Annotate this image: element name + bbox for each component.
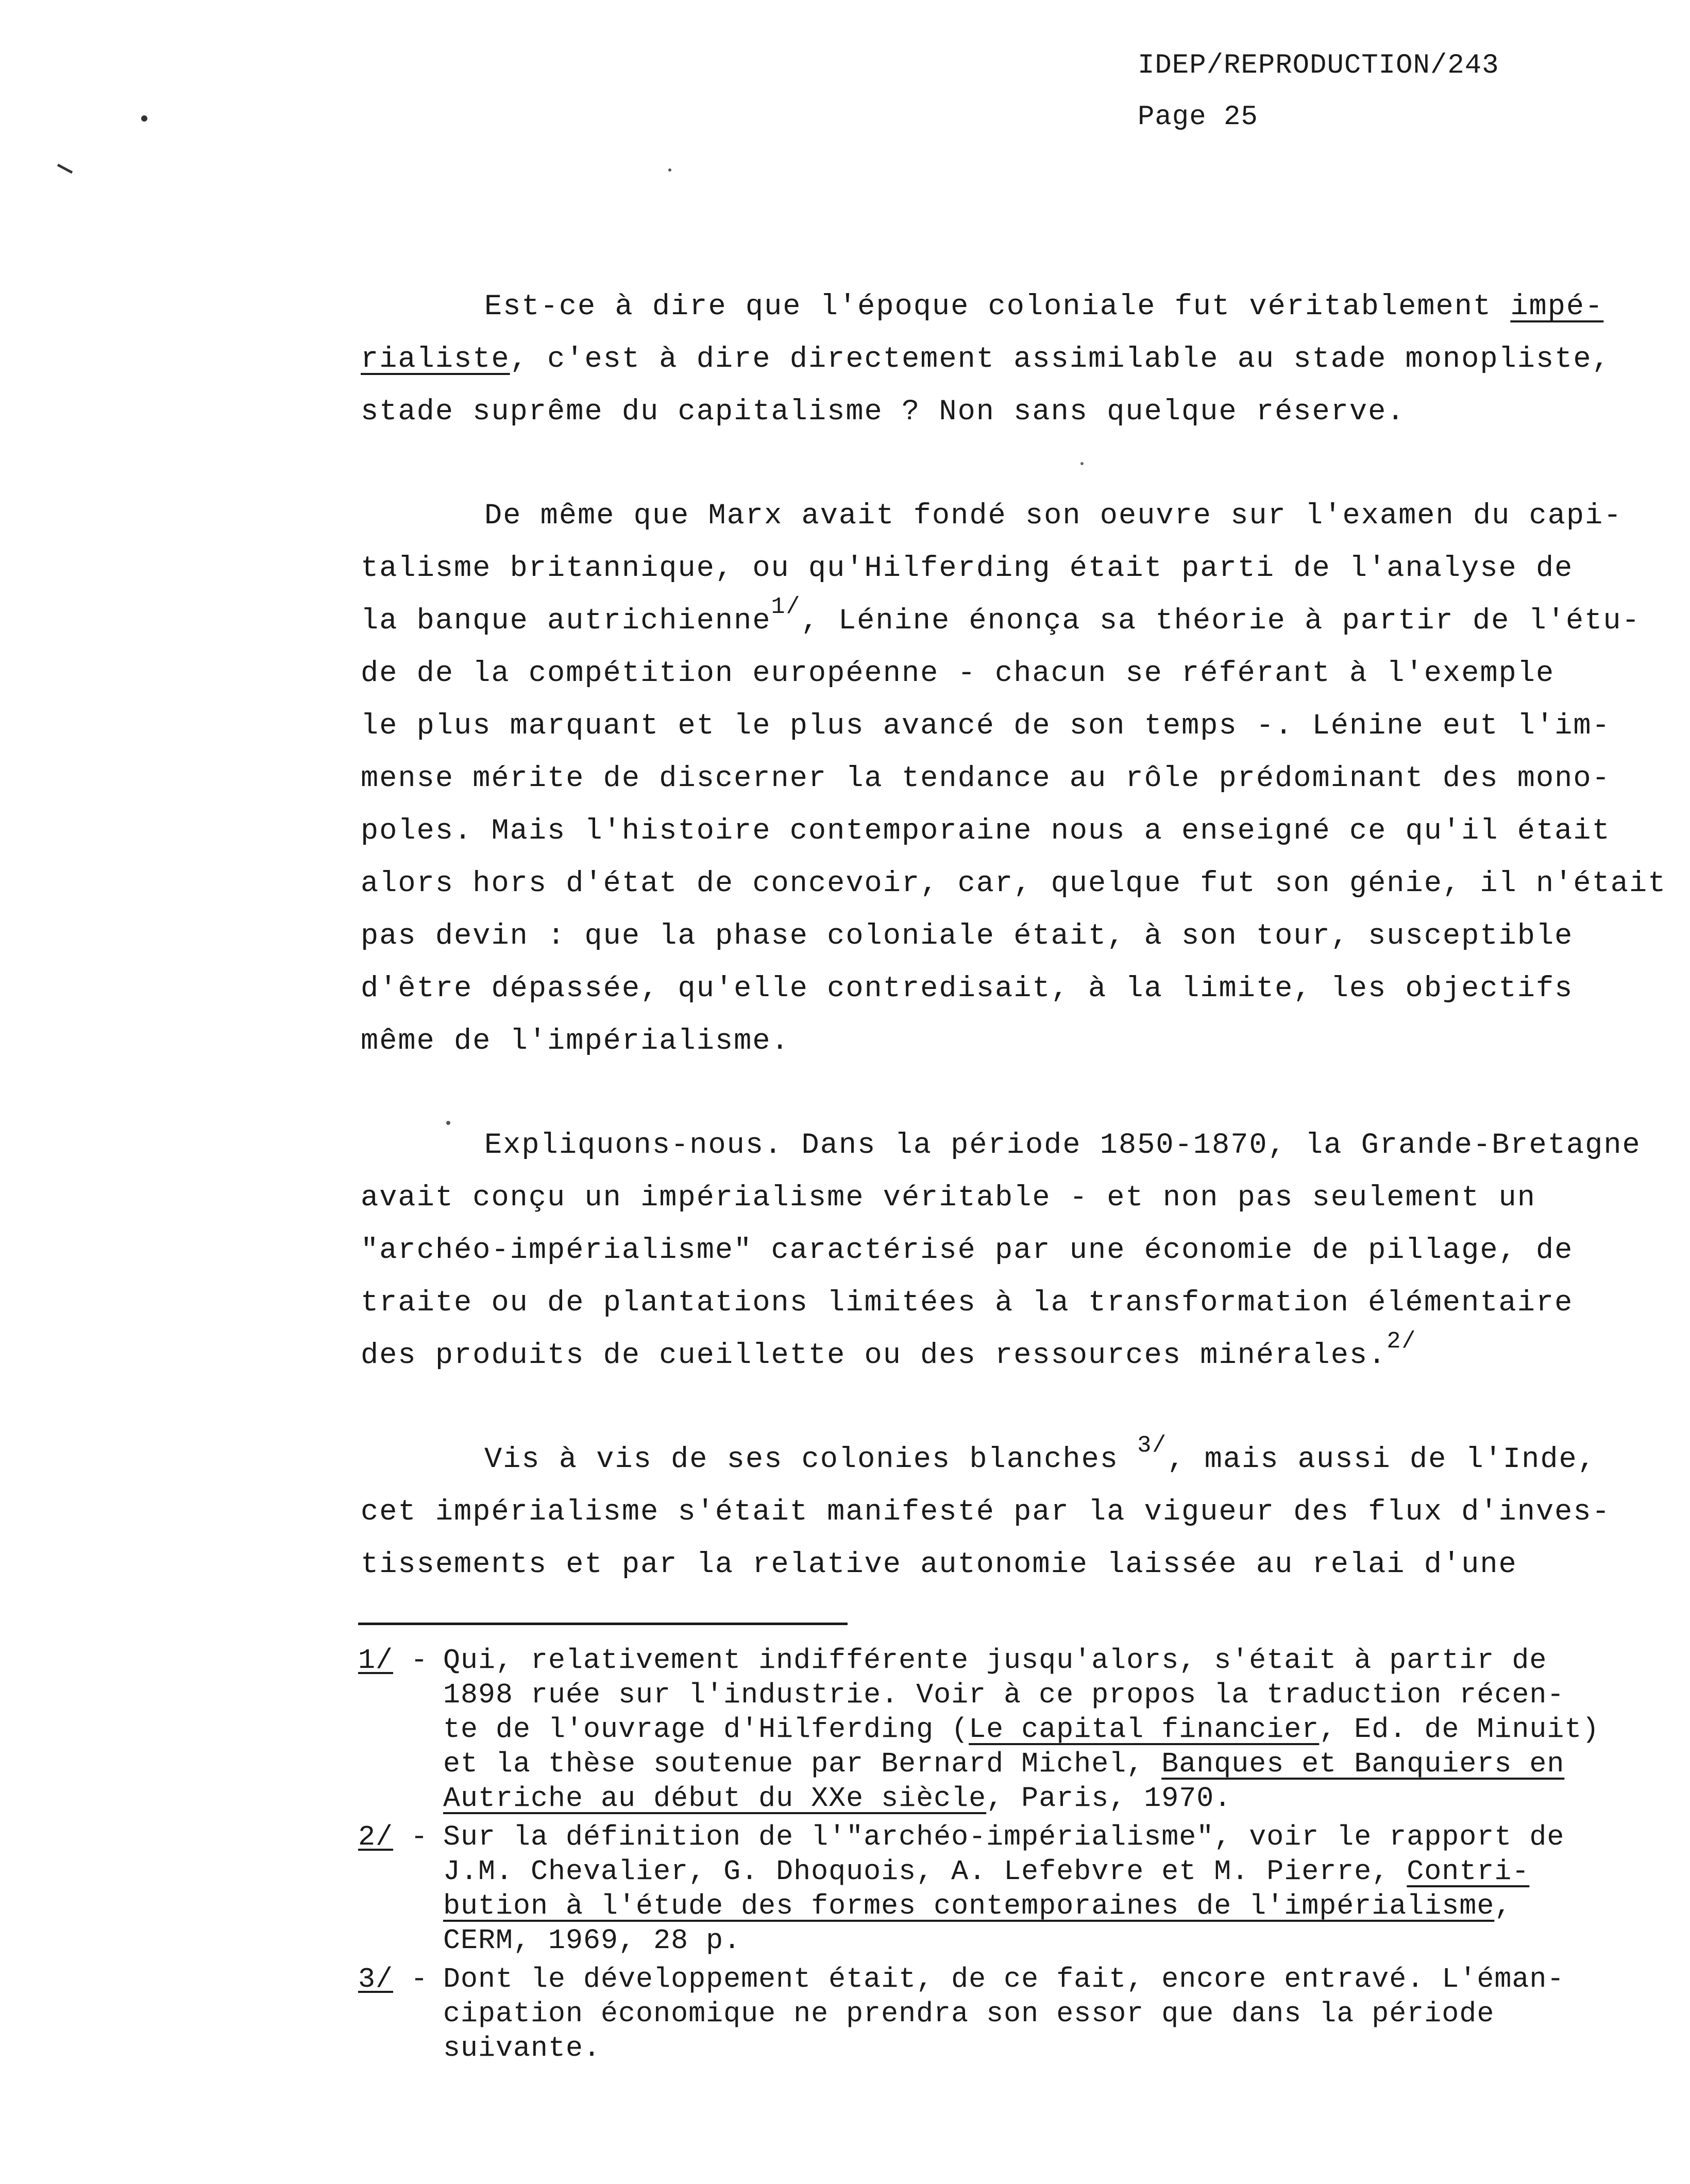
scan-speck bbox=[141, 115, 147, 122]
report-title: bution à l'étude des formes contemporaines de l'impérialisme bbox=[443, 1890, 1495, 1922]
report-title: Contri- bbox=[1407, 1855, 1530, 1888]
footnote-number: 3/ - bbox=[358, 1963, 429, 1995]
text-run: Vis à vis de ses colonies blanches bbox=[484, 1443, 1138, 1476]
text-run: , c'est à dire directement assimilable au stade monopliste, bbox=[510, 343, 1611, 376]
text-line: mense mérite de discerner la tendance au rôle prédominant des mono- bbox=[361, 762, 1611, 795]
text-line: te de l'ouvrage d'Hilferding (Le capital financier, Ed. de Minuit) bbox=[443, 1713, 1600, 1746]
text-line: pas devin : que la phase coloniale était, à son tour, susceptible bbox=[361, 920, 1574, 953]
text-line: et la thèse soutenue par Bernard Michel, Banques et Banquiers en bbox=[443, 1748, 1565, 1780]
text-run: des produits de cueillette ou des ressources minérales. bbox=[361, 1339, 1387, 1372]
text-line: talisme britannique, ou qu'Hilferding était parti de l'analyse de bbox=[361, 552, 1574, 585]
text-line: d'être dépassée, qu'elle contredisait, à la limite, les objectifs bbox=[361, 972, 1574, 1005]
scan-speck bbox=[446, 1121, 450, 1125]
book-title: Banques et Banquiers en bbox=[1161, 1748, 1565, 1780]
text-line: 1898 ruée sur l'industrie. Voir à ce propos la traduction récen- bbox=[443, 1679, 1565, 1711]
underlined-text: impé- bbox=[1510, 291, 1604, 323]
text-run: la banque autrichienne bbox=[361, 605, 771, 638]
footnote-number: 2/ - bbox=[358, 1821, 429, 1853]
text-line: avait conçu un impérialisme véritable - et non pas seulement un bbox=[361, 1182, 1536, 1215]
text-line: bution à l'étude des formes contemporaines de l'impérialisme, bbox=[443, 1890, 1512, 1922]
text-line: alors hors d'état de concevoir, car, quelque fut son génie, il n'était bbox=[361, 867, 1667, 900]
text-line: tissements et par la relative autonomie laissée au relai d'une bbox=[361, 1548, 1517, 1581]
text-line: Autriche au début du XXe siècle, Paris, 1970. bbox=[443, 1782, 1232, 1815]
footnote-ref-2: 2/ bbox=[1387, 1328, 1417, 1355]
text-line: traite ou de plantations limitées à la transformation élémentaire bbox=[361, 1287, 1574, 1320]
footnote-ref-3: 3/ bbox=[1137, 1432, 1168, 1459]
text-run: Expliquons-nous. Dans la période 1850-1870, la Grande-Bretagne bbox=[484, 1129, 1641, 1162]
text-run: Est-ce à dire que l'époque coloniale fut véritablement bbox=[484, 291, 1511, 323]
scan-speck bbox=[1080, 462, 1084, 465]
text-line: Sur la définition de l'"archéo-impérialisme", voir le rapport de bbox=[443, 1821, 1565, 1853]
scan-speck bbox=[668, 168, 671, 172]
text-line: cipation économique ne prendra son essor que dans la période bbox=[443, 1998, 1495, 2030]
book-title: Autriche au début du XXe siècle bbox=[443, 1782, 987, 1815]
text-line: même de l'impérialisme. bbox=[361, 1025, 790, 1058]
text-line: cet impérialisme s'était manifesté par la vigueur des flux d'inves- bbox=[361, 1496, 1611, 1529]
text-line: J.M. Chevalier, G. Dhoquois, A. Lefebvre et M. Pierre, Contri- bbox=[443, 1855, 1530, 1888]
text-line: Qui, relativement indifférente jusqu'alors, s'était à partir de bbox=[443, 1644, 1547, 1677]
text-run: , Lénine énonça sa théorie à partir de l'étu- bbox=[801, 605, 1641, 638]
text-line: de de la compétition européenne - chacun se référant à l'exemple bbox=[361, 657, 1555, 690]
text-line: Dont le développement était, de ce fait, encore entravé. L'éman- bbox=[443, 1963, 1565, 1995]
footnote-number: 1/ - bbox=[358, 1644, 429, 1677]
footnote-ref-1: 1/ bbox=[771, 594, 801, 620]
text-line: stade suprême du capitalisme ? Non sans quelque réserve. bbox=[361, 396, 1406, 429]
scan-speck bbox=[58, 165, 72, 173]
underlined-text: rialiste bbox=[361, 343, 510, 376]
page-number: Page 25 bbox=[1138, 101, 1258, 133]
document-reference: IDEP/REPRODUCTION/243 bbox=[1138, 50, 1499, 81]
text-line: CERM, 1969, 28 p. bbox=[443, 1924, 741, 1957]
text-run: , mais aussi de l'Inde, bbox=[1167, 1443, 1596, 1476]
book-title: Le capital financier bbox=[969, 1713, 1320, 1746]
text-line: poles. Mais l'histoire contemporaine nous a enseigné ce qu'il était bbox=[361, 815, 1611, 848]
text-line: le plus marquant et le plus avancé de son temps -. Lénine eut l'im- bbox=[361, 710, 1611, 743]
text-run: De même que Marx avait fondé son oeuvre sur l'examen du capi- bbox=[484, 500, 1623, 533]
text-line: suivante. bbox=[443, 2032, 601, 2064]
text-line: "archéo-impérialisme" caractérisé par une économie de pillage, de bbox=[361, 1234, 1574, 1267]
